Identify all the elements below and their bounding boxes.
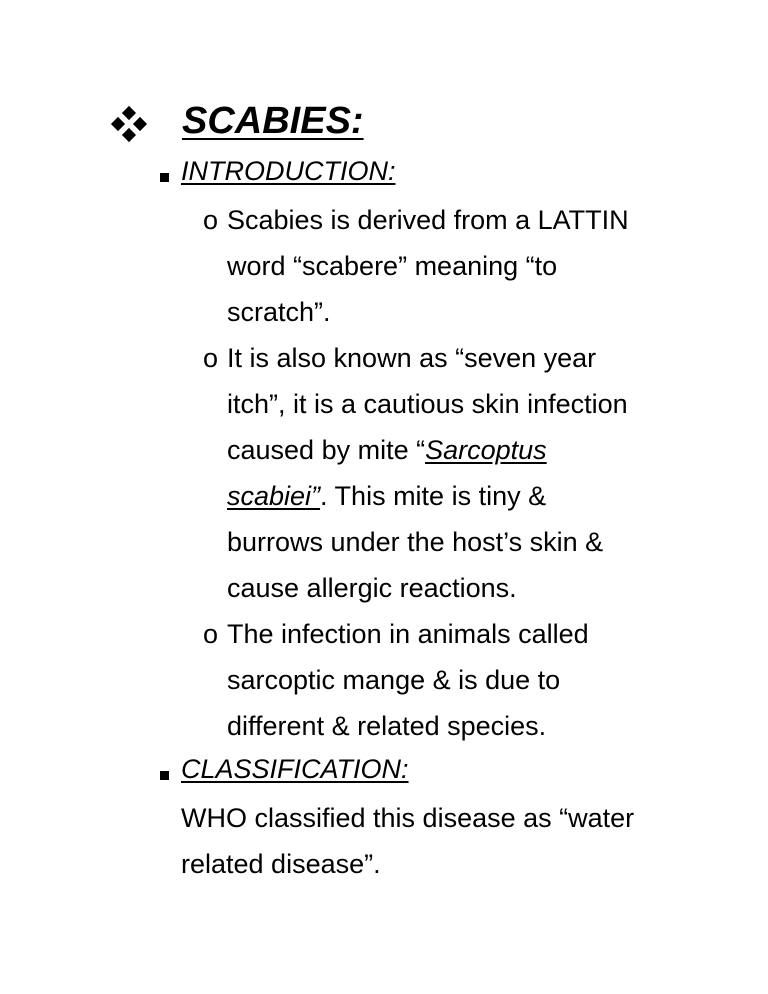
intro-b2-line-3-text: caused by mite “ [227,435,426,465]
species-name-part-1: Sarcoptus [425,435,547,465]
introduction-heading [160,156,396,186]
intro-b1-line-3: scratch”. [227,297,331,327]
square-bullet-icon [160,173,169,182]
intro-b3-line-2: sarcoptic mange & is due to [227,665,561,695]
intro-b2-line-5: burrows under the host’s skin & [227,527,604,557]
classification-line-2: related disease”. [181,849,381,879]
page-title: SCABIES: [182,100,364,142]
species-name-part-2: scabiei” [227,481,321,511]
title-row [112,96,364,152]
intro-b2-line-6: cause allergic reactions. [227,573,517,603]
circle-bullet-icon: o [203,619,219,649]
intro-b2-line-3 [227,437,547,464]
circle-bullet-icon: o [203,205,219,235]
intro-b3-line-1: The infection in animals called [227,619,589,649]
classification-line-1: WHO classified this disease as “water [181,803,635,833]
intro-b1-line-2: word “scabere” meaning “to [227,251,558,281]
classification-heading [160,754,409,784]
intro-b2-line-1: It is also known as “seven year [227,343,597,373]
intro-b2-line-2: itch”, it is a cautious skin infection [227,389,628,419]
intro-b3-line-3: different & related species. [227,711,547,741]
intro-b1-line-1: Scabies is derived from a LATTIN [227,205,629,235]
four-diamond-bullet-icon [112,107,146,141]
intro-b2-line-4 [227,483,546,510]
intro-b2-line-4-text: . This mite is tiny & [320,481,547,511]
classification-label: CLASSIFICATION: [181,754,409,784]
circle-bullet-icon: o [203,343,219,373]
square-bullet-icon [160,771,169,780]
introduction-label: INTRODUCTION: [181,156,396,186]
